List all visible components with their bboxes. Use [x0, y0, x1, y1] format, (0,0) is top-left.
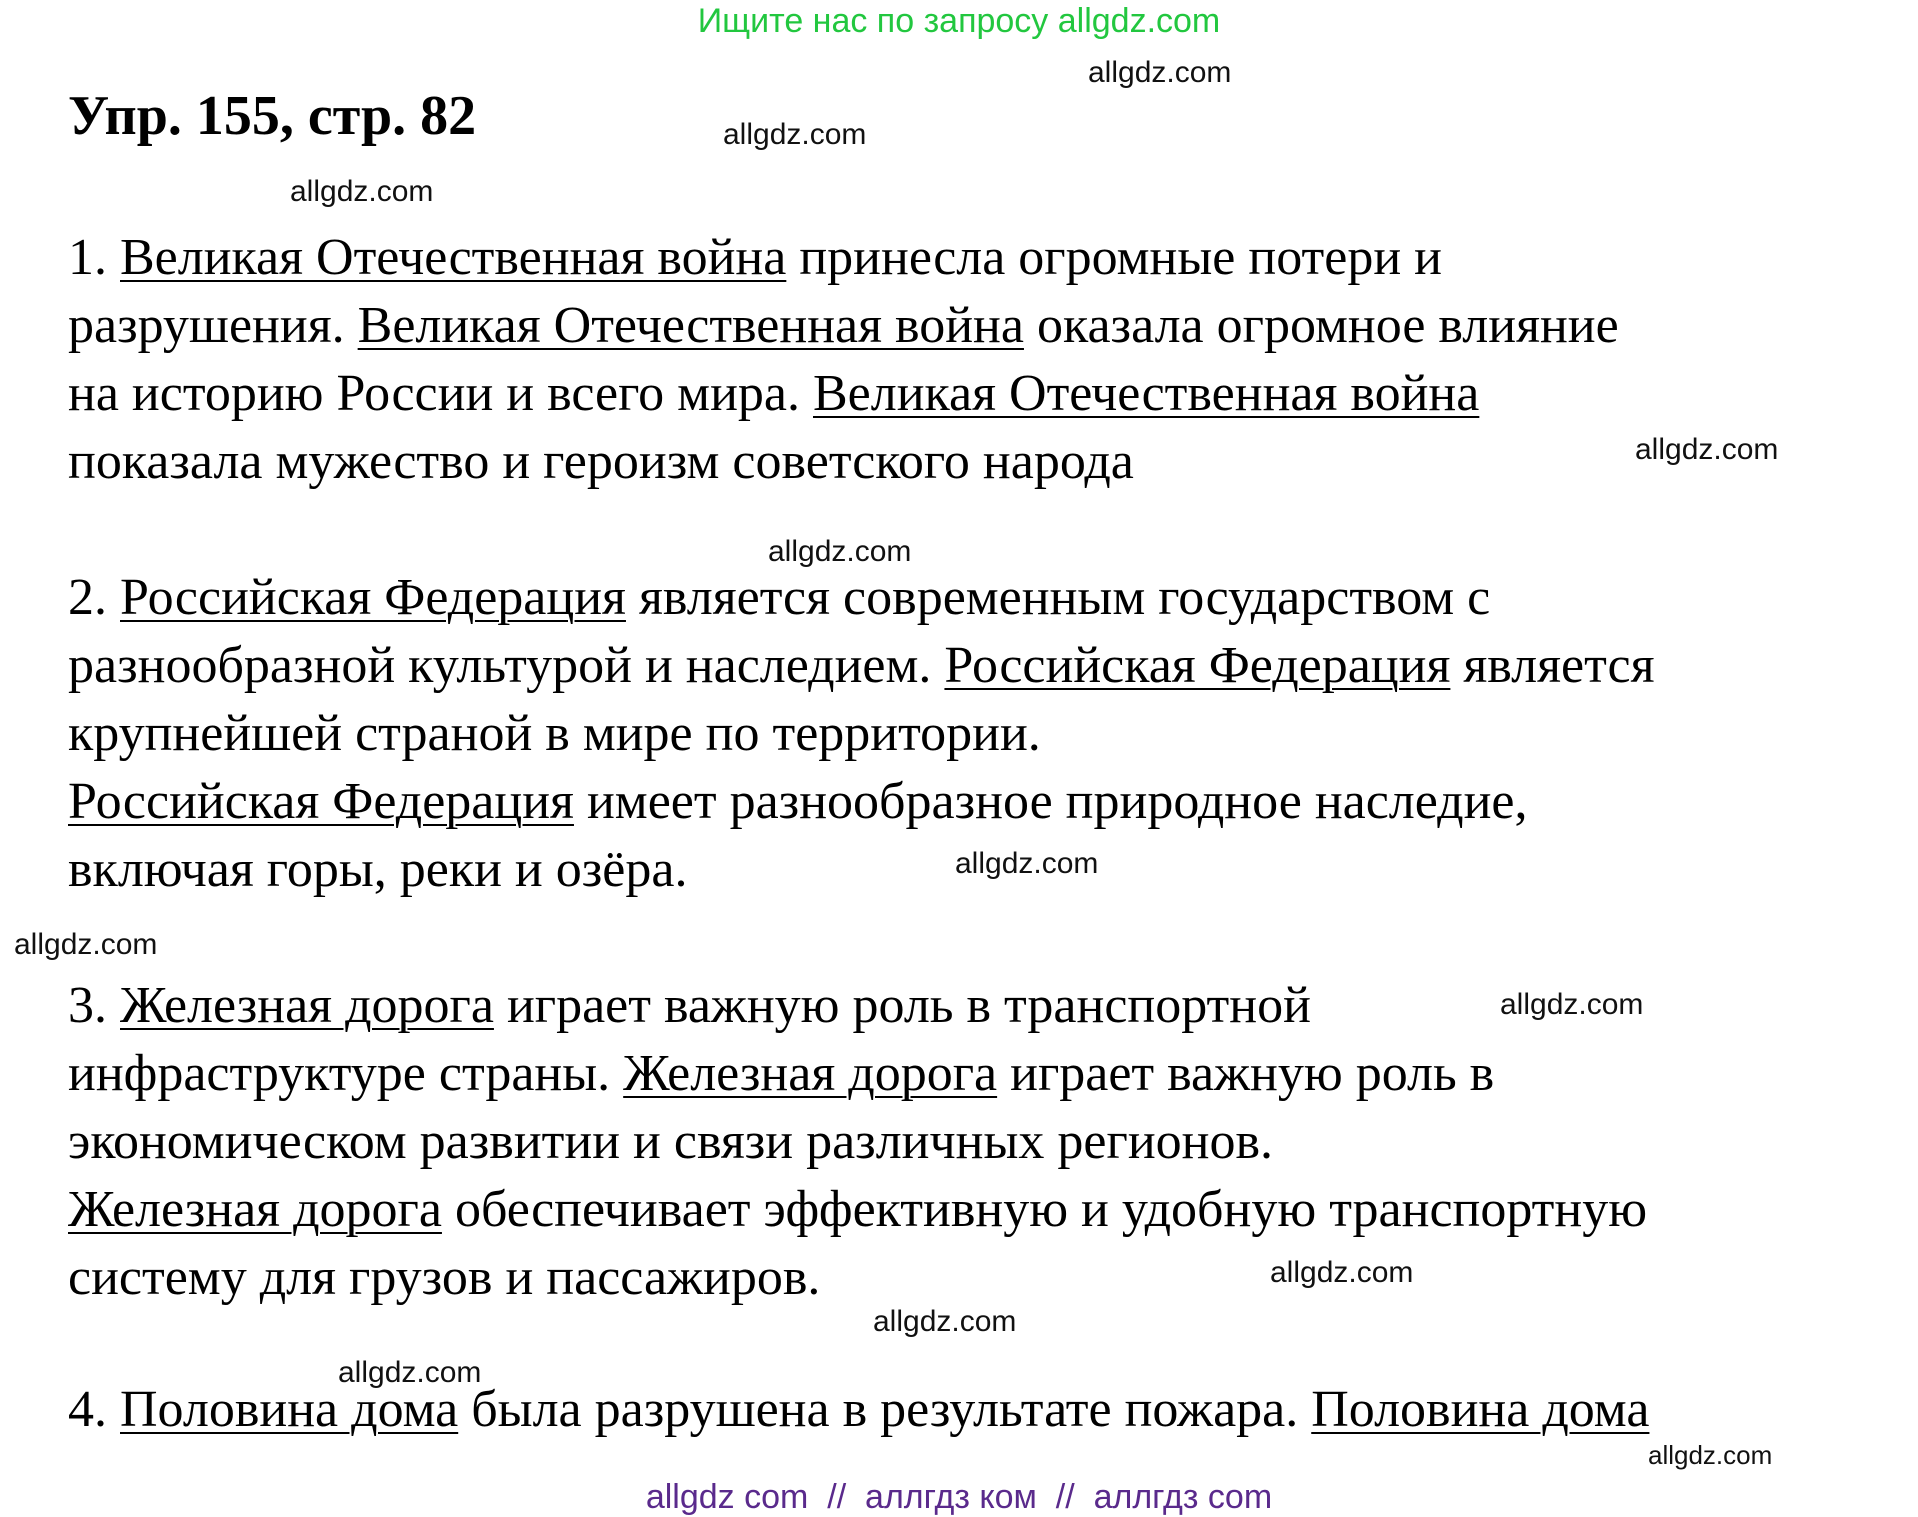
paragraph-2-line-5: включая горы, реки и озёра.	[68, 841, 688, 898]
watermark: allgdz.com	[290, 175, 434, 208]
watermark: allgdz.com	[1270, 1256, 1414, 1289]
watermark: allgdz.com	[723, 118, 867, 151]
watermark: allgdz.com	[768, 535, 912, 568]
watermark: allgdz.com	[338, 1356, 482, 1389]
paragraph-2-line-3: крупнейшей страной в мире по территории.	[68, 705, 1041, 762]
paragraph-3-line-4: Железная дорога обеспечивает эффективную и удобную транспортную	[68, 1181, 1648, 1238]
search-banner: Ищите нас по запросу allgdz.com	[697, 2, 1221, 40]
paragraph-1-line-2: разрушения. Великая Отечественная война оказала огромное влияние	[68, 297, 1619, 354]
watermark: allgdz.com	[1500, 988, 1644, 1021]
watermark: allgdz.com	[14, 928, 158, 961]
paragraph-1-line-1: 1. Великая Отечественная война принесла огромные потери и	[68, 229, 1442, 286]
paragraph-3-line-1: 3. Железная дорога играет важную роль в транспортной	[68, 977, 1311, 1034]
paragraph-3-line-2: инфраструктуре страны. Железная дорога играет важную роль в	[68, 1045, 1495, 1102]
paragraph-2-line-4: Российская Федерация имеет разнообразное природное наследие,	[68, 773, 1528, 830]
watermark: allgdz.com	[1635, 433, 1779, 466]
watermark: allgdz.com	[1088, 56, 1232, 89]
paragraph-1-line-4: показала мужество и героизм советского народа	[68, 433, 1134, 490]
paragraph-3-line-3: экономическом развитии и связи различных регионов.	[68, 1113, 1274, 1170]
paragraph-3-line-5: систему для грузов и пассажиров.	[68, 1249, 821, 1306]
watermark: allgdz.com	[955, 847, 1099, 880]
exercise-title: Упр. 155, стр. 82	[68, 85, 477, 147]
paragraph-2-line-1: 2. Российская Федерация является современным государством с	[68, 569, 1491, 626]
paragraph-4-line-1: 4. Половина дома была разрушена в результате пожара. Половина дома	[68, 1381, 1650, 1438]
paragraph-1-line-3: на историю России и всего мира. Великая Отечественная война	[68, 365, 1480, 422]
watermark: allgdz.com	[1648, 1440, 1773, 1470]
footer-watermark: allgdz com // аллгдз ком // аллгдз com	[645, 1478, 1273, 1516]
paragraph-2-line-2: разнообразной культурой и наследием. Российская Федерация является	[68, 637, 1655, 694]
watermark: allgdz.com	[873, 1305, 1017, 1338]
